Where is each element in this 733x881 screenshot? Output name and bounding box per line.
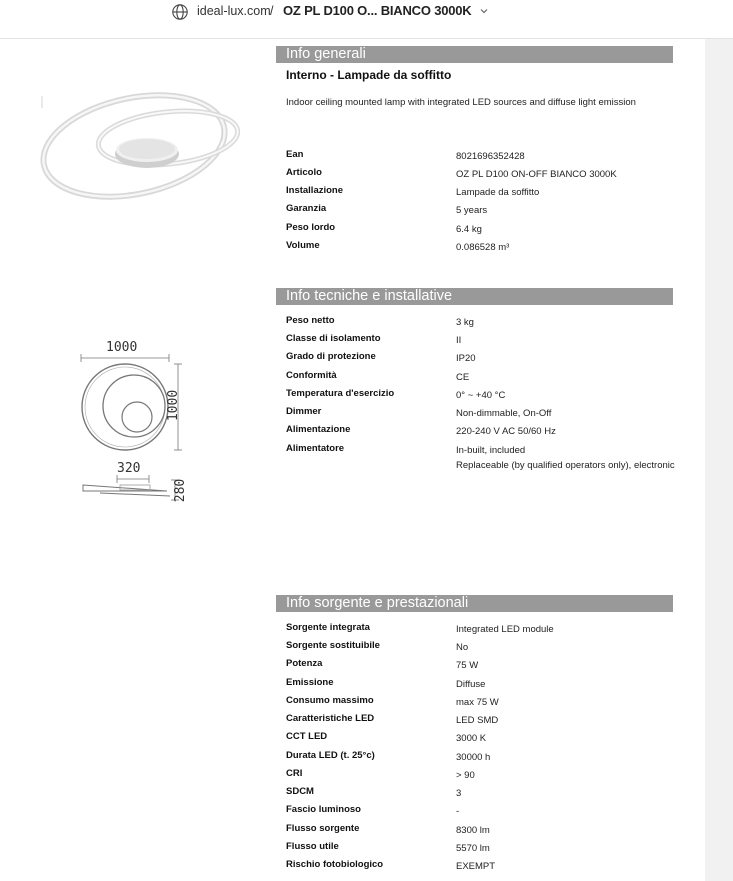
product-category: Interno - Lampade da soffitto [286, 68, 452, 82]
spec-row [286, 859, 686, 877]
scrollbar-track[interactable] [705, 39, 733, 881]
spec-label: Flusso utile [286, 841, 339, 852]
spec-row [286, 333, 686, 351]
spec-value: 0° ~ +40 °C [456, 390, 506, 401]
spec-value: OZ PL D100 ON-OFF BIANCO 3000K [456, 169, 617, 180]
spec-label: Rischio fotobiologico [286, 859, 384, 870]
spec-value: In-built, included Replaceable (by qualified operators only), electronic [456, 445, 675, 471]
spec-row [286, 370, 686, 388]
spec-value: - [456, 806, 460, 817]
spec-row [286, 786, 686, 804]
product-photo [30, 88, 240, 203]
spec-value: II [456, 335, 462, 346]
spec-value: LED SMD [456, 715, 499, 726]
chevron-down-icon[interactable] [479, 6, 489, 16]
spec-label: Alimentazione [286, 424, 351, 435]
spec-label: Dimmer [286, 406, 322, 417]
spec-row [286, 424, 686, 442]
spec-label: Emissione [286, 677, 334, 688]
spec-row [286, 658, 686, 676]
spec-row [286, 841, 686, 859]
spec-row [286, 768, 686, 786]
spec-label: Installazione [286, 185, 344, 196]
spec-row [286, 823, 686, 841]
spec-row [286, 388, 686, 406]
spec-value: 8021696352428 [456, 151, 525, 162]
spec-row [286, 203, 686, 221]
spec-value: 3000 K [456, 733, 487, 744]
spec-row [286, 443, 686, 491]
spec-label: Articolo [286, 167, 322, 178]
spec-value: 75 W [456, 660, 479, 671]
spec-label: Grado di protezione [286, 351, 376, 362]
spec-row [286, 222, 686, 240]
spec-label: Caratteristiche LED [286, 713, 375, 724]
spec-row [286, 677, 686, 695]
technical-drawing [75, 338, 200, 513]
spec-row [286, 185, 686, 203]
spec-row [286, 731, 686, 749]
product-description: Indoor ceiling mounted lamp with integrated LED sources and diffuse light emission [286, 97, 636, 108]
spec-label: Peso lordo [286, 222, 336, 233]
spec-value: 8300 lm [456, 825, 490, 836]
spec-row [286, 406, 686, 424]
spec-label: CCT LED [286, 731, 328, 742]
spec-row [286, 695, 686, 713]
site-domain[interactable]: ideal-lux.com [197, 4, 271, 18]
spec-label: Temperatura d'esercizio [286, 388, 395, 399]
spec-label: Alimentatore [286, 443, 345, 454]
spec-row [286, 622, 686, 640]
spec-label: Potenza [286, 658, 323, 669]
spec-value: 3 kg [456, 317, 474, 328]
globe-icon [171, 3, 189, 21]
spec-value: IP20 [456, 353, 476, 364]
spec-value: 220-240 V AC 50/60 Hz [456, 426, 556, 437]
spec-row [286, 315, 686, 333]
spec-value: Integrated LED module [456, 624, 554, 635]
spec-value: Lampade da soffitto [456, 187, 540, 198]
spec-value: 5 years [456, 205, 488, 216]
spec-label: Flusso sorgente [286, 823, 360, 834]
spec-row [286, 804, 686, 822]
spec-label: Consumo massimo [286, 695, 374, 706]
spec-label: Sorgente sostituibile [286, 640, 380, 651]
spec-label: Fascio luminoso [286, 804, 361, 815]
spec-value: 30000 h [456, 752, 491, 763]
spec-row [286, 240, 686, 258]
breadcrumb-separator: / [270, 4, 274, 18]
spec-label: Sorgente integrata [286, 622, 370, 633]
dimension-depth-label: 280 [173, 478, 189, 503]
dimension-width-label: 1000 [106, 340, 138, 355]
spec-value: max 75 W [456, 697, 499, 708]
spec-label: Classe di isolamento [286, 333, 381, 344]
section-header-info-sorgente: Info sorgente e prestazionali [276, 595, 673, 612]
spec-value: 5570 lm [456, 843, 490, 854]
spec-label: Peso netto [286, 315, 335, 326]
spec-row [286, 750, 686, 768]
spec-label: Ean [286, 149, 304, 160]
spec-value: Non-dimmable, On-Off [456, 408, 552, 419]
section-header-info-tecniche: Info tecniche e installative [276, 288, 673, 305]
spec-value: 3 [456, 788, 462, 799]
spec-value: > 90 [456, 770, 475, 781]
spec-value: Diffuse [456, 679, 486, 690]
spec-row [286, 640, 686, 658]
dimension-inner-width-label: 320 [117, 461, 141, 476]
spec-value: 0.086528 m³ [456, 242, 510, 253]
page-title: OZ PL D100 O... BIANCO 3000K [283, 3, 472, 18]
spec-value: EXEMPT [456, 861, 496, 872]
spec-row [286, 713, 686, 731]
spec-label: Volume [286, 240, 320, 251]
section-header-info-generali: Info generali [276, 46, 673, 63]
spec-label: CRI [286, 768, 303, 779]
spec-value: 6.4 kg [456, 224, 482, 235]
spec-value: No [456, 642, 469, 653]
spec-label: Conformità [286, 370, 337, 381]
dimension-height-label: 1000 [166, 389, 182, 422]
browser-address-bar[interactable] [0, 0, 733, 39]
spec-row [286, 167, 686, 185]
spec-label: SDCM [286, 786, 314, 797]
spec-label: Garanzia [286, 203, 327, 214]
spec-row [286, 351, 686, 369]
spec-value: CE [456, 372, 470, 383]
spec-label: Durata LED (t. 25°c) [286, 750, 375, 761]
spec-row [286, 149, 686, 167]
